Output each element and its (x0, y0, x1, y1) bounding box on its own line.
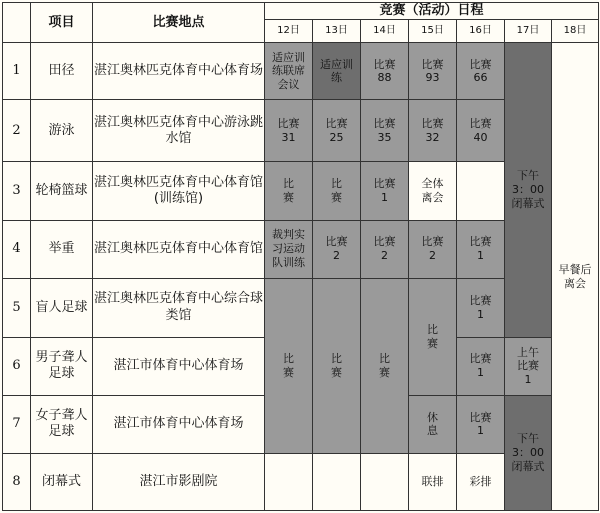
cell-r2-d16: 比赛 40 (457, 100, 505, 162)
cell-r4-d15: 比赛 2 (409, 220, 457, 278)
header-day-18: 18日 (552, 20, 599, 43)
row-item: 轮椅篮球 (31, 162, 93, 220)
header-venue: 比赛地点 (93, 3, 265, 43)
table-row (3, 43, 599, 100)
row-number: 7 (3, 395, 31, 453)
row-venue: 湛江奥林匹克体育中心游泳跳水馆 (93, 100, 265, 162)
cell-r8-d16: 彩排 (457, 453, 505, 510)
row-venue: 湛江奥林匹克体育中心体育场 (93, 43, 265, 100)
cell-r2-d15: 比赛 32 (409, 100, 457, 162)
cell-r5-d16: 比赛 1 (457, 278, 505, 337)
cell-r7-d17-closing: 下午 3：00 闭幕式 (505, 395, 552, 510)
cell-r6-d17: 上午 比赛 1 (505, 337, 552, 395)
header-day-16: 16日 (457, 20, 505, 43)
cell-r4-d14: 比赛 2 (361, 220, 409, 278)
header-item: 项目 (31, 3, 93, 43)
row-number: 3 (3, 162, 31, 220)
row-venue: 湛江奥林匹克体育中心体育馆 (93, 220, 265, 278)
row-item: 闭幕式 (31, 453, 93, 510)
row-item: 男子聋人足球 (31, 337, 93, 395)
row-venue: 湛江奥林匹克体育中心体育馆(训练馆) (93, 162, 265, 220)
row-venue: 湛江市体育中心体育场 (93, 337, 265, 395)
row-number: 2 (3, 100, 31, 162)
row-item: 女子聋人足球 (31, 395, 93, 453)
cell-r5-7-d13: 比 赛 (313, 278, 361, 453)
row-venue: 湛江市体育中心体育场 (93, 395, 265, 453)
row-venue: 湛江奥林匹克体育中心综合球类馆 (93, 278, 265, 337)
cell-r4-d16: 比赛 1 (457, 220, 505, 278)
header-schedule: 竞赛（活动）日程 (265, 3, 599, 20)
cell-r1-d12: 适应训 练联席 会议 (265, 43, 313, 100)
cell-r3-d16 (457, 162, 505, 220)
cell-r3-d12: 比 赛 (265, 162, 313, 220)
row-number: 8 (3, 453, 31, 510)
cell-r1-d13: 适应训 练 (313, 43, 361, 100)
cell-r3-d13: 比 赛 (313, 162, 361, 220)
row-item: 游泳 (31, 100, 93, 162)
cell-r3-d14: 比赛 1 (361, 162, 409, 220)
row-item: 田径 (31, 43, 93, 100)
header-day-15: 15日 (409, 20, 457, 43)
header-day-17: 17日 (505, 20, 552, 43)
cell-r7-d16: 比赛 1 (457, 395, 505, 453)
cell-r1-d16: 比赛 66 (457, 43, 505, 100)
cell-r8-d13 (313, 453, 361, 510)
cell-r5-7-d12: 比 赛 (265, 278, 313, 453)
cell-departure-18: 早餐后 离会 (552, 43, 599, 511)
cell-r1-d15: 比赛 93 (409, 43, 457, 100)
cell-r8-d15: 联排 (409, 453, 457, 510)
row-venue: 湛江市影剧院 (93, 453, 265, 510)
row-number: 1 (3, 43, 31, 100)
row-item: 盲人足球 (31, 278, 93, 337)
cell-r1-d14: 比赛 88 (361, 43, 409, 100)
cell-r5-6-d15: 比 赛 (409, 278, 457, 395)
cell-r5-7-d14: 比 赛 (361, 278, 409, 453)
cell-closing-ceremony-17: 下午 3：00 闭幕式 (505, 43, 552, 337)
cell-r2-d12: 比赛 31 (265, 100, 313, 162)
cell-r2-d14: 比赛 35 (361, 100, 409, 162)
cell-r3-d15: 全体 离会 (409, 162, 457, 220)
row-item: 举重 (31, 220, 93, 278)
row-number: 5 (3, 278, 31, 337)
cell-r2-d13: 比赛 25 (313, 100, 361, 162)
header-day-14: 14日 (361, 20, 409, 43)
header-day-12: 12日 (265, 20, 313, 43)
cell-r6-d16: 比赛 1 (457, 337, 505, 395)
cell-r8-d12 (265, 453, 313, 510)
row-number: 4 (3, 220, 31, 278)
cell-r7-d15: 休 息 (409, 395, 457, 453)
header-no (3, 3, 31, 43)
cell-r4-d13: 比赛 2 (313, 220, 361, 278)
cell-r4-d12: 裁判实 习运动 队训练 (265, 220, 313, 278)
header-day-13: 13日 (313, 20, 361, 43)
row-number: 6 (3, 337, 31, 395)
cell-r8-d14 (361, 453, 409, 510)
